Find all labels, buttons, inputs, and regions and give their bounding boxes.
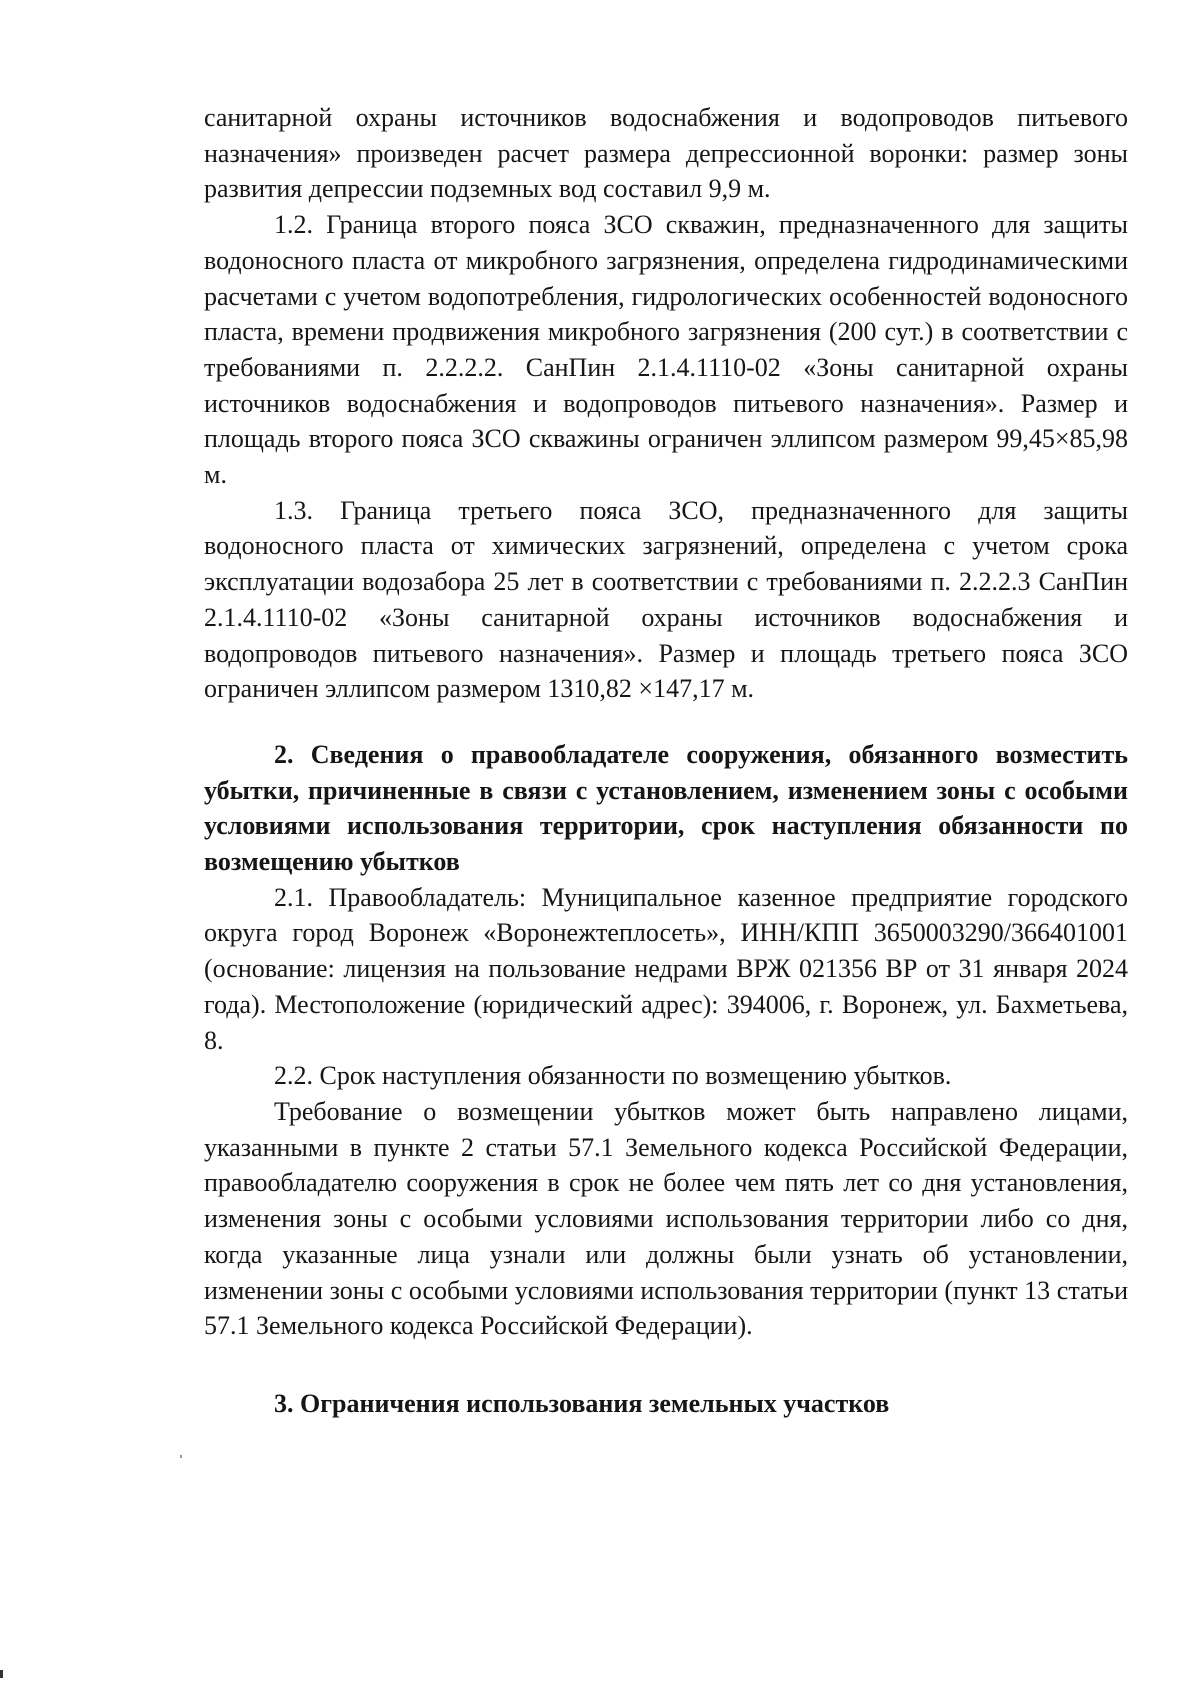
paragraph-1-3: 1.3. Граница третьего пояса ЗСО, предназначенного для защиты водоносного пласта от химических загрязнений, определена с учетом срока эксплуатации водозабора 25 лет в соответствии с требованиями п. 2.2.2.3 СанПин 2.1.4.1110-02 «Зоны санитарной охраны источников водоснабжения и водопроводов питьевого назначения». Размер и площадь третьего пояса ЗСО ограничен эллипсом размером 1310,82 ×147,17 м.	[204, 495, 1128, 704]
section-3-heading: 3. Ограничения использования земельных участков	[274, 1388, 890, 1418]
paragraph-1-2: 1.2. Граница второго пояса ЗСО скважин, предназначенного для защиты водоносного пласта от микробного загрязнения, определена гидродинамическими расчетами с учетом водопотребления, гидрологических особенностей водоносного пласта, времени продвижения микробного загрязнения (200 сут.) в соответствии с требованиями п. 2.2.2.2. СанПин 2.1.4.1110-02 «Зоны санитарной охраны источников водоснабжения и водопроводов питьевого назначения». Размер и площадь второго пояса ЗСО скважины ограничен эллипсом размером 99,45×85,98 м.	[204, 210, 1128, 490]
scan-artifact	[180, 1455, 182, 1458]
document-page	[204, 100, 1128, 1422]
paragraph-2-1: 2.1. Правообладатель: Муниципальное казенное предприятие городского округа город Воронеж «Воронежтеплосеть», ИНН/КПП 3650003290/366401001 (основание: лицензия на пользование недрами ВРЖ 021356 ВР от 31 января 2024 года). Местоположение (юридический адрес): 394006, г. Воронеж, ул. Бахметьева, 8.	[204, 882, 1128, 1055]
section-2-heading: 2. Сведения о правообладателе сооружения, обязанного возместить убытки, причиненные в связи с установлением, изменением зоны с особыми условиями использования территории, срок наступления обязанности по возмещению убытков	[204, 739, 1128, 877]
paragraph-continuation: санитарной охраны источников водоснабжения и водопроводов питьевого назначения» произведен расчет размера депрессионной воронки: размер зоны развития депрессии подземных вод составил 9,9 м.	[204, 103, 1128, 204]
paragraph-damages-claim: Требование о возмещении убытков может быть направлено лицами, указанными в пункте 2 статьи 57.1 Земельного кодекса Российской Федерации, правообладателю сооружения в срок не более чем пять лет со дня установления, изменения зоны с особыми условиями использования территории либо со дня, когда указанные лица узнали или должны были узнать об установлении, изменении зоны с особыми условиями использования территории (пункт 13 статьи 57.1 Земельного кодекса Российской Федерации).	[204, 1096, 1128, 1341]
scan-artifact	[0, 1670, 3, 1678]
paragraph-2-2: 2.2. Срок наступления обязанности по возмещению убытков.	[274, 1061, 952, 1091]
